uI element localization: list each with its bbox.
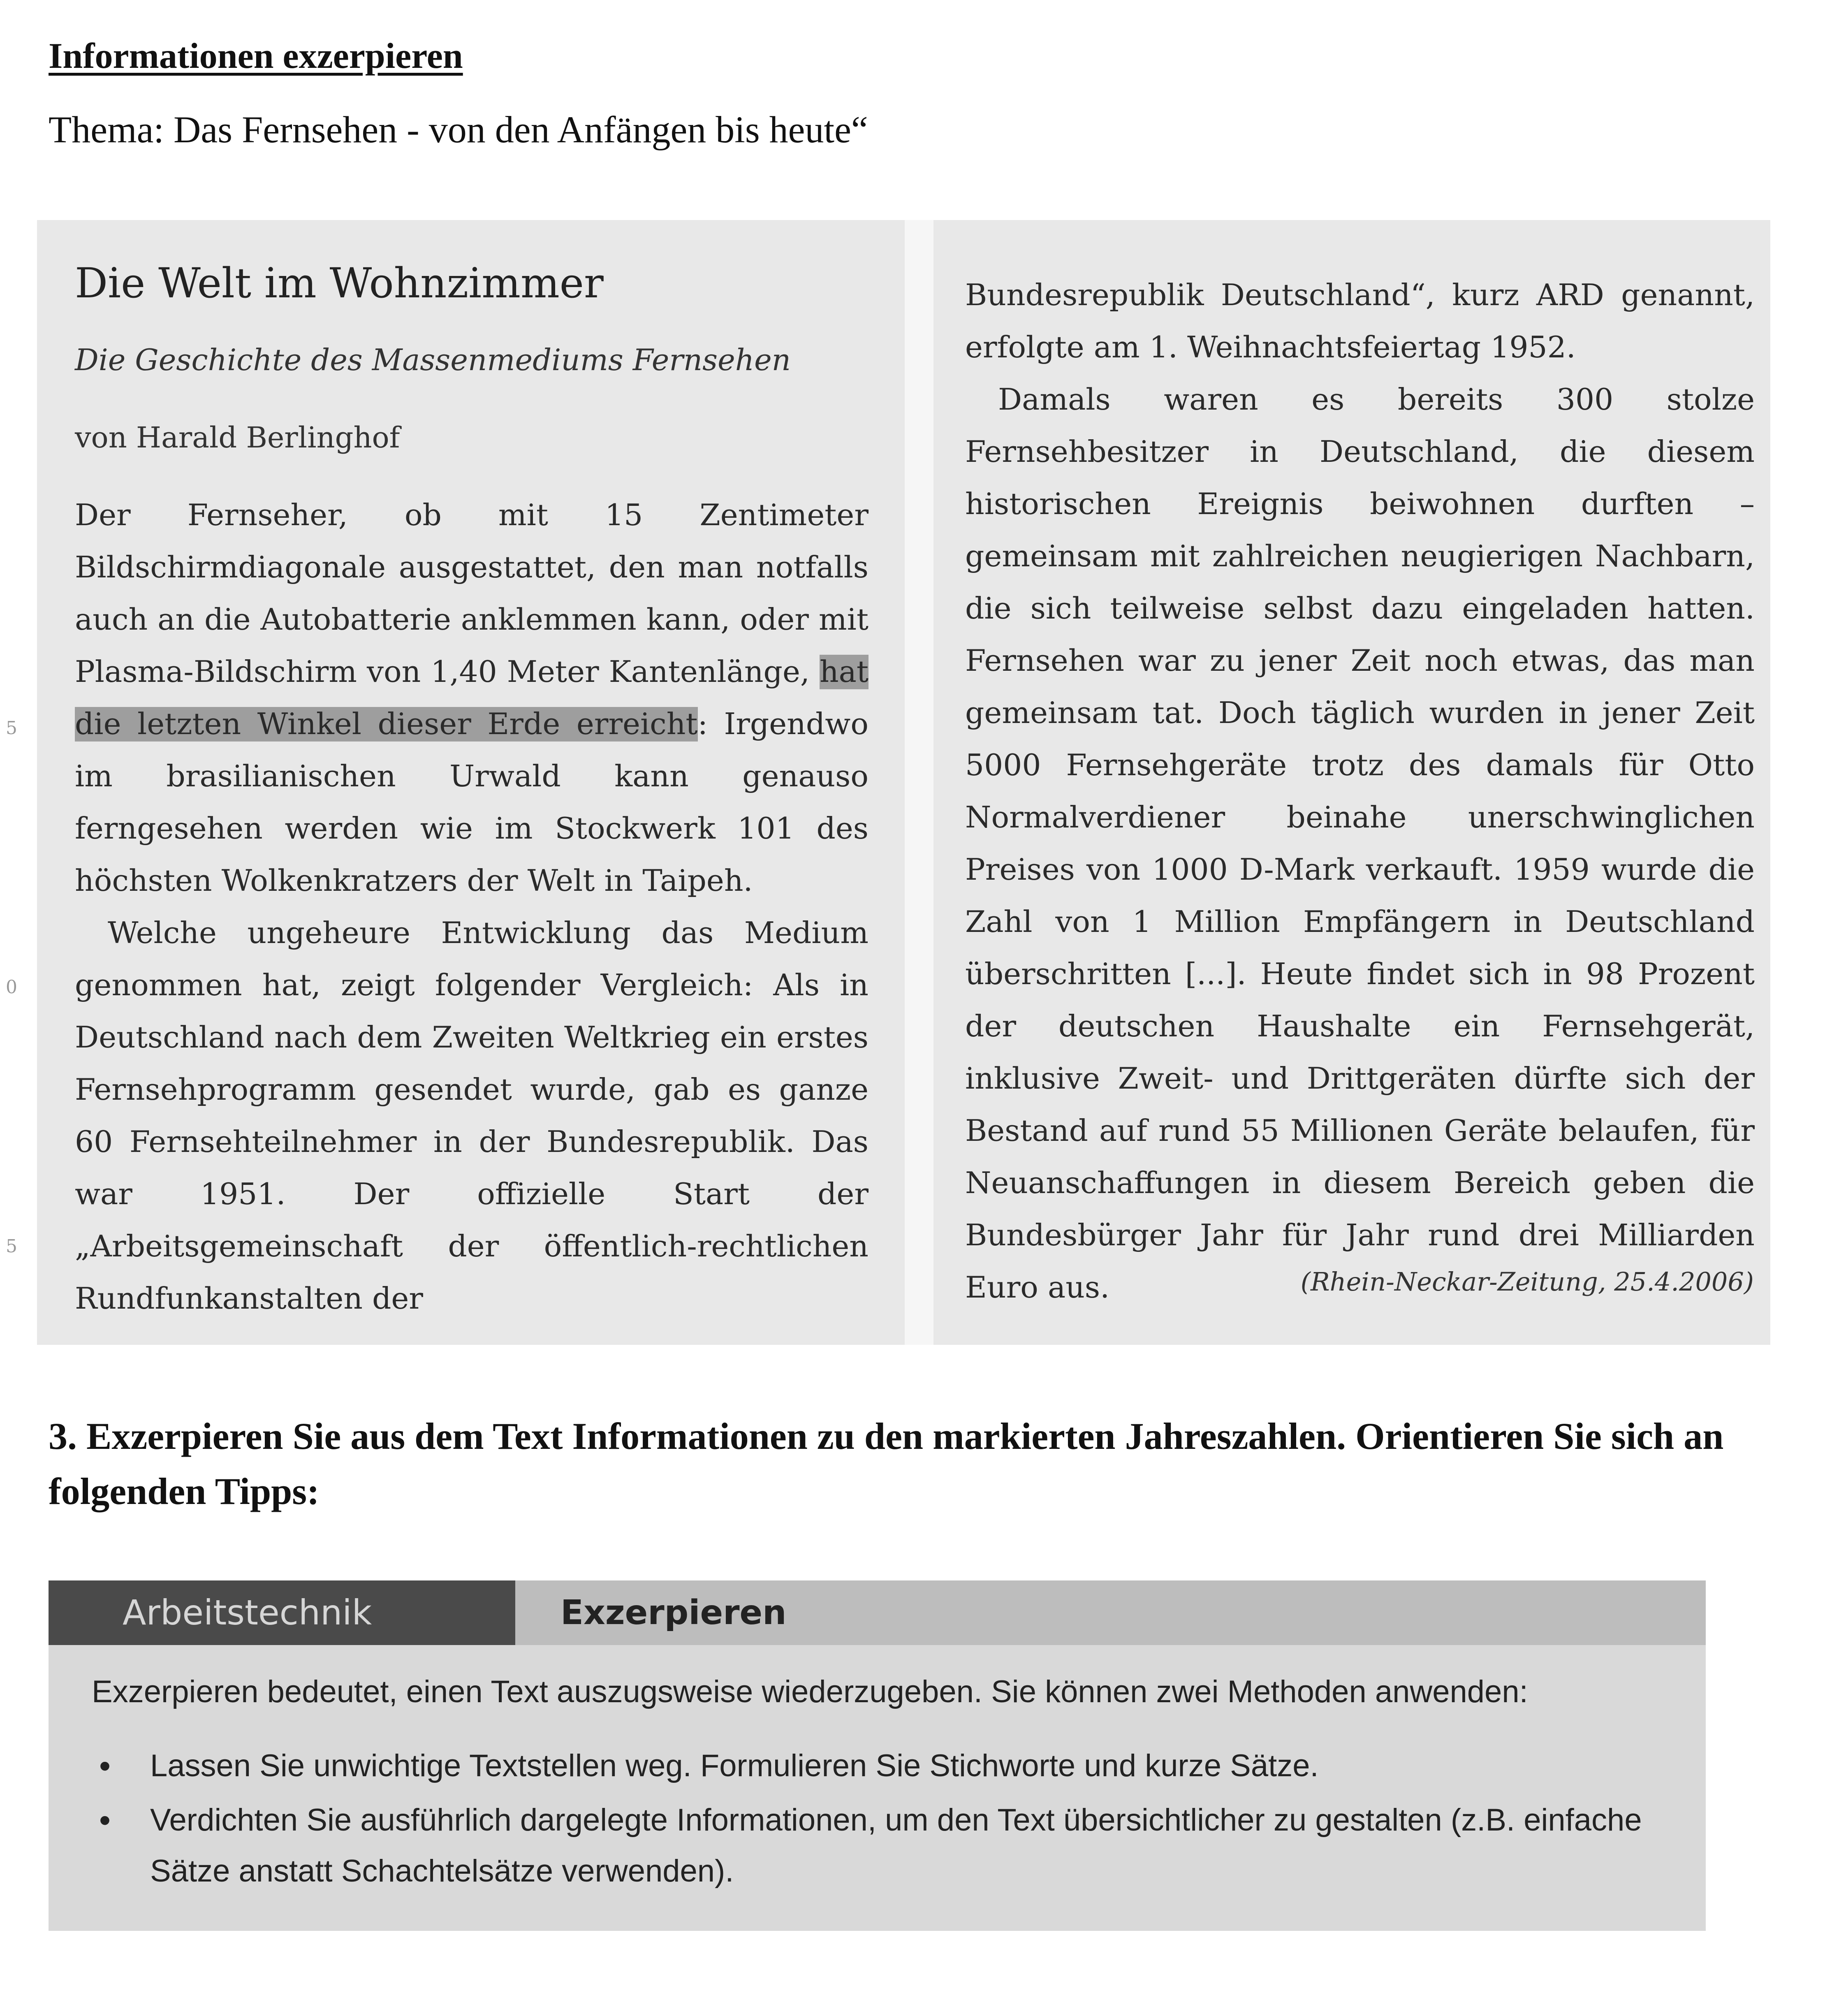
tip-box-tab-label: Arbeitstechnik [49, 1580, 515, 1645]
paragraph-1-start: Der Fernseher, ob mit 15 Zentimeter Bildschirmdiagonale ausgestattet, den man notfalls auch an die Autobatterie anklemmen kann, oder mit Plasma-Bildschirm von 1,40 Meter Kantenlänge, [75, 498, 868, 689]
article-text-right [965, 269, 1755, 1314]
paragraph-1 [75, 489, 868, 907]
paragraph-2: Welche ungeheure Entwicklung das Medium genommen hat, zeigt folgender Vergleich: Als in Deutschland nach dem Zweiten Weltkrieg ein erstes Fernsehprogramm gesendet wurde, gab es ganze 60 Fernsehteilnehmer in der Bundesrepublik. Das war 1951. Der offizielle Start der „Arbeitsgemeinschaft der öffentlich-rechtlichen Rundfunkanstalten der [75, 916, 868, 1316]
page-heading: Informationen exzerpieren [49, 36, 463, 76]
bullet-icon: • [99, 1747, 111, 1784]
bullet-icon: • [99, 1802, 111, 1838]
line-number: 5 [6, 718, 17, 739]
list-item [92, 1740, 1654, 1791]
tip-box-header [49, 1580, 1706, 1645]
article-column-right [933, 220, 1770, 1345]
task-instruction: 3. Exzerpieren Sie aus dem Text Informationen zu den markierten Jahreszahlen. Orientieren Sie sich an folgenden Tipps: [49, 1415, 1724, 1512]
article-subtitle: Die Geschichte des Massenmediums Fernsehen [75, 343, 791, 377]
article-title: Die Welt im Wohnzimmer [75, 259, 604, 307]
column-gutter [905, 220, 933, 1345]
article-text-left [75, 489, 868, 1325]
tip-box [49, 1580, 1706, 1931]
article-author: von Harald Berlinghof [75, 421, 400, 454]
paragraph-2-continued: Bundesrepublik Deutschland“, kurz ARD genannt, erfolgte am 1. Weihnachtsfeiertag 1952. [965, 278, 1755, 365]
tip-box-list [92, 1740, 1654, 1897]
list-item [92, 1795, 1654, 1897]
tip-box-intro: Exzerpieren bedeutet, einen Text auszugsweise wiederzugeben. Sie können zwei Methoden anwenden: [92, 1674, 1528, 1709]
tip-box-title: Exzerpieren [560, 1593, 787, 1632]
highlighted-phrase: hat die letzten Winkel dieser Erde erreicht [75, 655, 868, 742]
tip-box-body [49, 1645, 1706, 1931]
line-number: 5 [6, 1236, 17, 1257]
paragraph-3: Damals waren es bereits 300 stolze Fernsehbesitzer in Deutschland, die diesem historischen Ereignis beiwohnen durften – gemeinsam mit zahlreichen neugierigen Nachbarn, die sich teilweise selbst dazu eingeladen hatten. Fernsehen war zu jener Zeit noch etwas, das man gemeinsam tat. Doch täglich wurden in jener Zeit 5000 Fernsehgeräte trotz des damals für Otto Normalverdiener beinahe unerschwinglichen Preises von 1000 D-Mark verkauft. 1959 wurde die Zahl von 1 Million Empfängern in Deutschland überschritten [...]. Heute findet sich in 98 Prozent der deutschen Haushalte ein Fernsehgerät, inklusive Zweit- und Drittgeräten dürfte sich der Bestand auf rund 55 Millionen Geräte belaufen, für Neuanschaffungen in diesem Bereich geben die Bundesbürger Jahr für Jahr rund drei Milliarden Euro aus. [965, 382, 1755, 1305]
topic-line: Thema: Das Fernsehen - von den Anfängen bis heute“ [49, 109, 868, 151]
article-column-left [37, 220, 905, 1345]
article-scan [37, 220, 1770, 1345]
list-item-text: Verdichten Sie ausführlich dargelegte Informationen, um den Text übersichtlicher zu gestalten (z.B. einfache Sätze anstatt Schachtelsätze verwenden). [150, 1803, 1642, 1889]
paragraph-1-end: : Irgendwo im brasilianischen Urwald kann genauso ferngesehen werden wie im Stockwerk 101 des höchsten Wolkenkratzers der Welt in Taipeh. [75, 707, 868, 898]
list-item-text: Lassen Sie unwichtige Textstellen weg. Formulieren Sie Stichworte und kurze Sätze. [150, 1748, 1319, 1783]
article-source: (Rhein-Neckar-Zeitung, 25.4.2006) [1300, 1267, 1754, 1297]
line-number: 0 [6, 977, 17, 998]
